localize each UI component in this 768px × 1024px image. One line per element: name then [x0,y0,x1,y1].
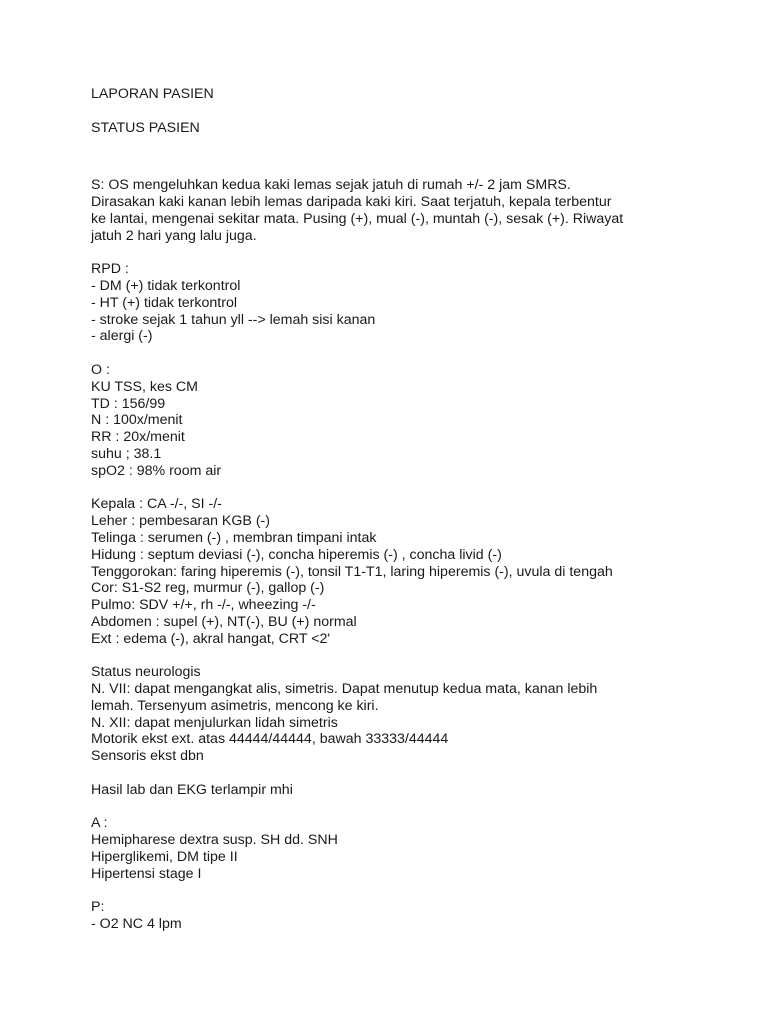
objective-item: KU TSS, kes CM [91,378,198,395]
plan-item: - O2 NC 4 lpm [91,916,182,933]
physical-exam-section [91,496,741,647]
neuro-heading: Status neurologis [91,664,201,681]
subjective-section [91,177,741,244]
exam-item: Hidung : septum deviasi (-), concha hiperemis (-) , concha livid (-) [91,546,502,563]
rpd-item: - alergi (-) [91,328,153,345]
neuro-item: lemah. Tersenyum asimetris, mencong ke kiri. [91,697,379,714]
neuro-section [91,664,741,765]
objective-item: suhu ; 38.1 [91,445,162,462]
objective-section [91,362,741,480]
assessment-item: Hipertensi stage I [91,865,202,882]
subjective-line: jatuh 2 hari yang lalu juga. [91,227,257,244]
assessment-heading: A : [91,815,108,832]
objective-item: TD : 156/99 [91,395,166,412]
assessment-section [91,815,741,882]
exam-item: Pulmo: SDV +/+, rh -/-, wheezing -/- [91,597,316,614]
rpd-heading: RPD : [91,261,129,278]
plan-heading: P: [91,899,105,916]
lab-note: Hasil lab dan EKG terlampir mhi [91,781,293,798]
exam-item: Cor: S1-S2 reg, murmur (-), gallop (-) [91,580,325,597]
rpd-section [91,261,741,345]
plan-section [91,899,741,933]
subjective-line: S: OS mengeluhkan kedua kaki lemas sejak jatuh di rumah +/- 2 jam SMRS. [91,177,571,194]
exam-item: Abdomen : supel (+), NT(-), BU (+) normal [91,613,357,630]
exam-item: Ext : edema (-), akral hangat, CRT <2' [91,630,331,647]
exam-item: Telinga : serumen (-) , membran timpani intak [91,529,377,546]
exam-item: Leher : pembesaran KGB (-) [91,513,270,530]
rpd-item: - stroke sejak 1 tahun yll --> lemah sisi kanan [91,311,376,328]
exam-item: Kepala : CA -/-, SI -/- [91,496,222,513]
neuro-item: Motorik ekst ext. atas 44444/44444, bawah 33333/44444 [91,731,449,748]
rpd-item: - DM (+) tidak terkontrol [91,277,241,294]
document-subtitle: STATUS PASIEN [91,119,200,136]
exam-item: Tenggorokan: faring hiperemis (-), tonsil T1-T1, laring hiperemis (-), uvula di tengah [91,563,613,580]
objective-item: RR : 20x/menit [91,429,185,446]
document-page [91,86,741,933]
neuro-item: Sensoris ekst dbn [91,748,204,765]
subjective-line: ke lantai, mengenai sekitar mata. Pusing (+), mual (-), muntah (-), sesak (+). Riwayat [91,210,624,227]
document-title: LAPORAN PASIEN [91,86,214,102]
neuro-item: N. VII: dapat mengangkat alis, simetris. Dapat menutup kedua mata, kanan lebih [91,681,598,698]
assessment-item: Hemipharese dextra susp. SH dd. SNH [91,832,338,849]
lab-section [91,782,741,799]
objective-item: N : 100x/menit [91,412,183,429]
assessment-item: Hiperglikemi, DM tipe II [91,849,238,866]
subjective-line: Dirasakan kaki kanan lebih lemas daripada kaki kiri. Saat terjatuh, kepala terbentur [91,193,612,210]
objective-item: spO2 : 98% room air [91,462,222,479]
rpd-item: - HT (+) tidak terkontrol [91,294,237,311]
objective-heading: O : [91,361,110,378]
neuro-item: N. XII: dapat menjulurkan lidah simetris [91,714,338,731]
